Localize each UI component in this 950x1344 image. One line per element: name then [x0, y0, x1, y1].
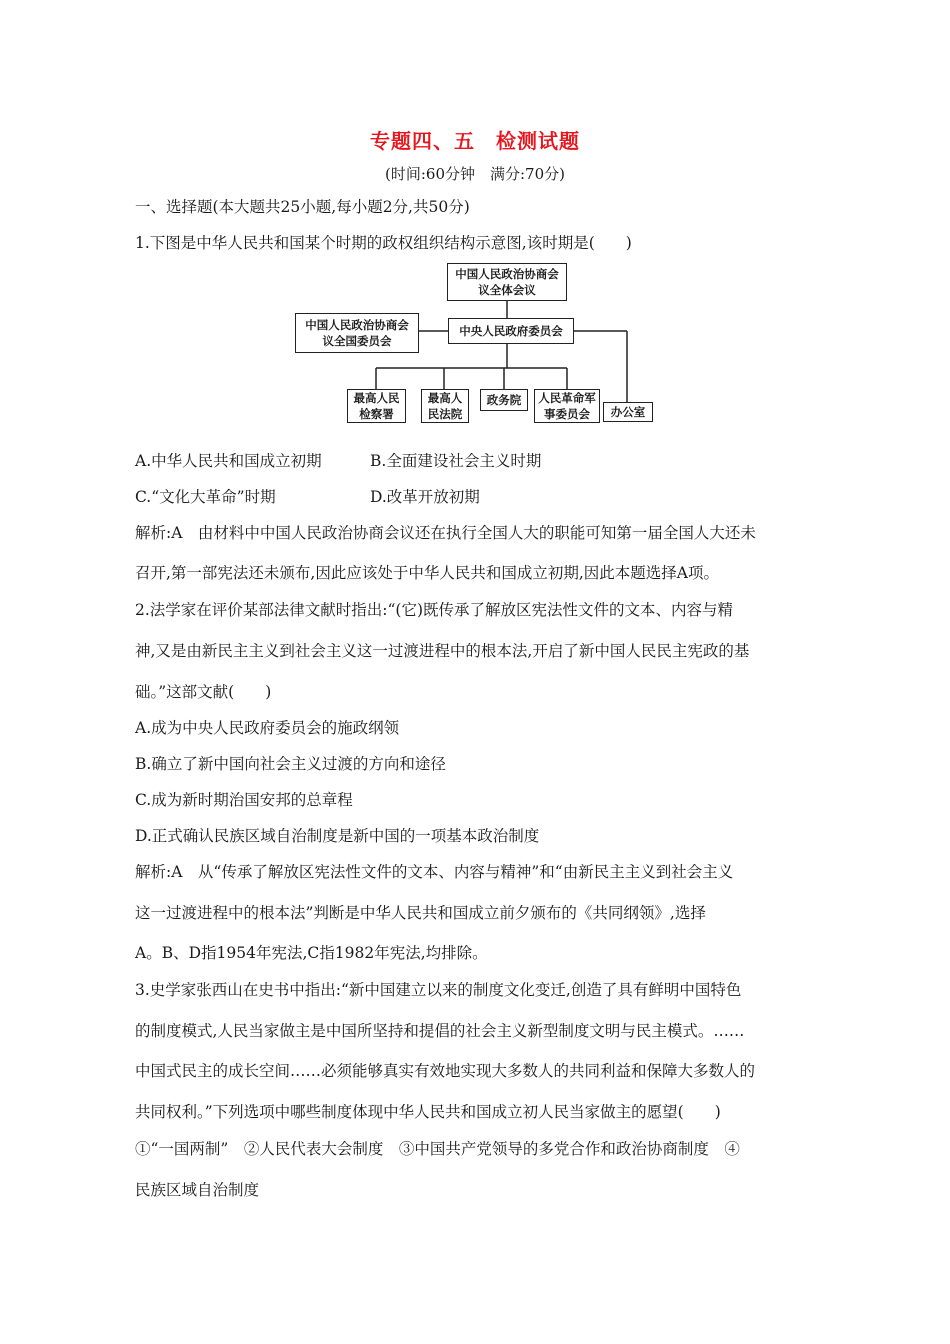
q3-stem-line2: 的制度模式,人民当家做主是中国所坚持和提倡的社会主义新型制度文明与民主模式。…… — [135, 1022, 745, 1040]
exam-info: (时间:60分钟 满分:70分) — [385, 165, 565, 183]
section-heading: 一、选择题(本大题共25小题,每小题2分,共50分) — [135, 198, 470, 216]
q1-option-b: B.全面建设社会主义时期 — [370, 452, 542, 470]
box-central-government-committee: 中央人民政府委员会 — [448, 318, 574, 344]
q2-analysis-line3: A。B、D指1954年宪法,C指1982年宪法,均排除。 — [135, 944, 488, 962]
q3-stem-line1: 3.史学家张西山在史书中指出:“新中国建立以来的制度文化变迁,创造了具有鲜明中国特色 — [135, 981, 742, 999]
q1-stem: 1.下图是中华人民共和国某个时期的政权组织结构示意图,该时期是( ) — [135, 234, 632, 252]
q3-stem-line4: 共同权利。”下列选项中哪些制度体现中华人民共和国成立初人民当家做主的愿望( ) — [135, 1103, 721, 1121]
box-military-commission: 人民革命军 事委员会 — [534, 389, 600, 423]
q3-items-line2: 民族区域自治制度 — [135, 1181, 260, 1199]
q2-analysis-line1: 解析:A 从“传承了解放区宪法性文件的文本、内容与精神”和“由新民主主义到社会主义 — [135, 863, 734, 881]
box-supreme-procuratorate: 最高人民 检察署 — [347, 389, 406, 423]
q3-stem-line3: 中国式民主的成长空间……必须能够真实有效地实现大多数人的共同利益和保障大多数人的 — [135, 1062, 756, 1080]
q1-option-c: C.“文化大革命”时期 — [135, 488, 276, 506]
box-government-council: 政务院 — [480, 389, 528, 411]
q1-analysis-line2: 召开,第一部宪法还未颁布,因此应该处于中华人民共和国成立初期,因此本题选择A项。 — [135, 564, 719, 582]
box-office: 办公室 — [603, 402, 653, 422]
q2-stem-line2: 神,又是由新民主主义到社会主义这一过渡进程中的根本法,开启了新中国人民民主宪政的基 — [135, 642, 750, 660]
q2-option-a: A.成为中央人民政府委员会的施政纲领 — [135, 719, 400, 737]
q2-stem-line1: 2.法学家在评价某部法律文献时指出:“(它)既传承了解放区宪法性文件的文本、内容与精 — [135, 601, 734, 619]
q2-option-d: D.正式确认民族区域自治制度是新中国的一项基本政治制度 — [135, 827, 540, 845]
q2-option-b: B.确立了新中国向社会主义过渡的方向和途径 — [135, 755, 446, 773]
q1-option-a: A.中华人民共和国成立初期 — [135, 452, 322, 470]
q2-stem-line3: 础。”这部文献( ) — [135, 683, 272, 701]
q2-analysis-line2: 这一过渡进程中的根本法”判断是中华人民共和国成立前夕颁布的《共同纲领》,选择 — [135, 904, 706, 922]
page-title: 专题四、五 检测试题 — [370, 129, 580, 153]
q3-items-line1: ①“一国两制” ②人民代表大会制度 ③中国共产党领导的多党合作和政治协商制度 ④ — [135, 1140, 740, 1158]
box-cppcc-national-committee: 中国人民政治协商会 议全国委员会 — [295, 313, 419, 353]
box-supreme-court: 最高人 民法院 — [421, 389, 469, 423]
box-cppcc-plenary: 中国人民政治协商会 议全体会议 — [447, 263, 567, 301]
q2-option-c: C.成为新时期治国安邦的总章程 — [135, 791, 353, 809]
q1-option-d: D.改革开放初期 — [370, 488, 480, 506]
q1-analysis-line1: 解析:A 由材料中中国人民政治协商会议还在执行全国人大的职能可知第一届全国人大还未 — [135, 524, 756, 542]
